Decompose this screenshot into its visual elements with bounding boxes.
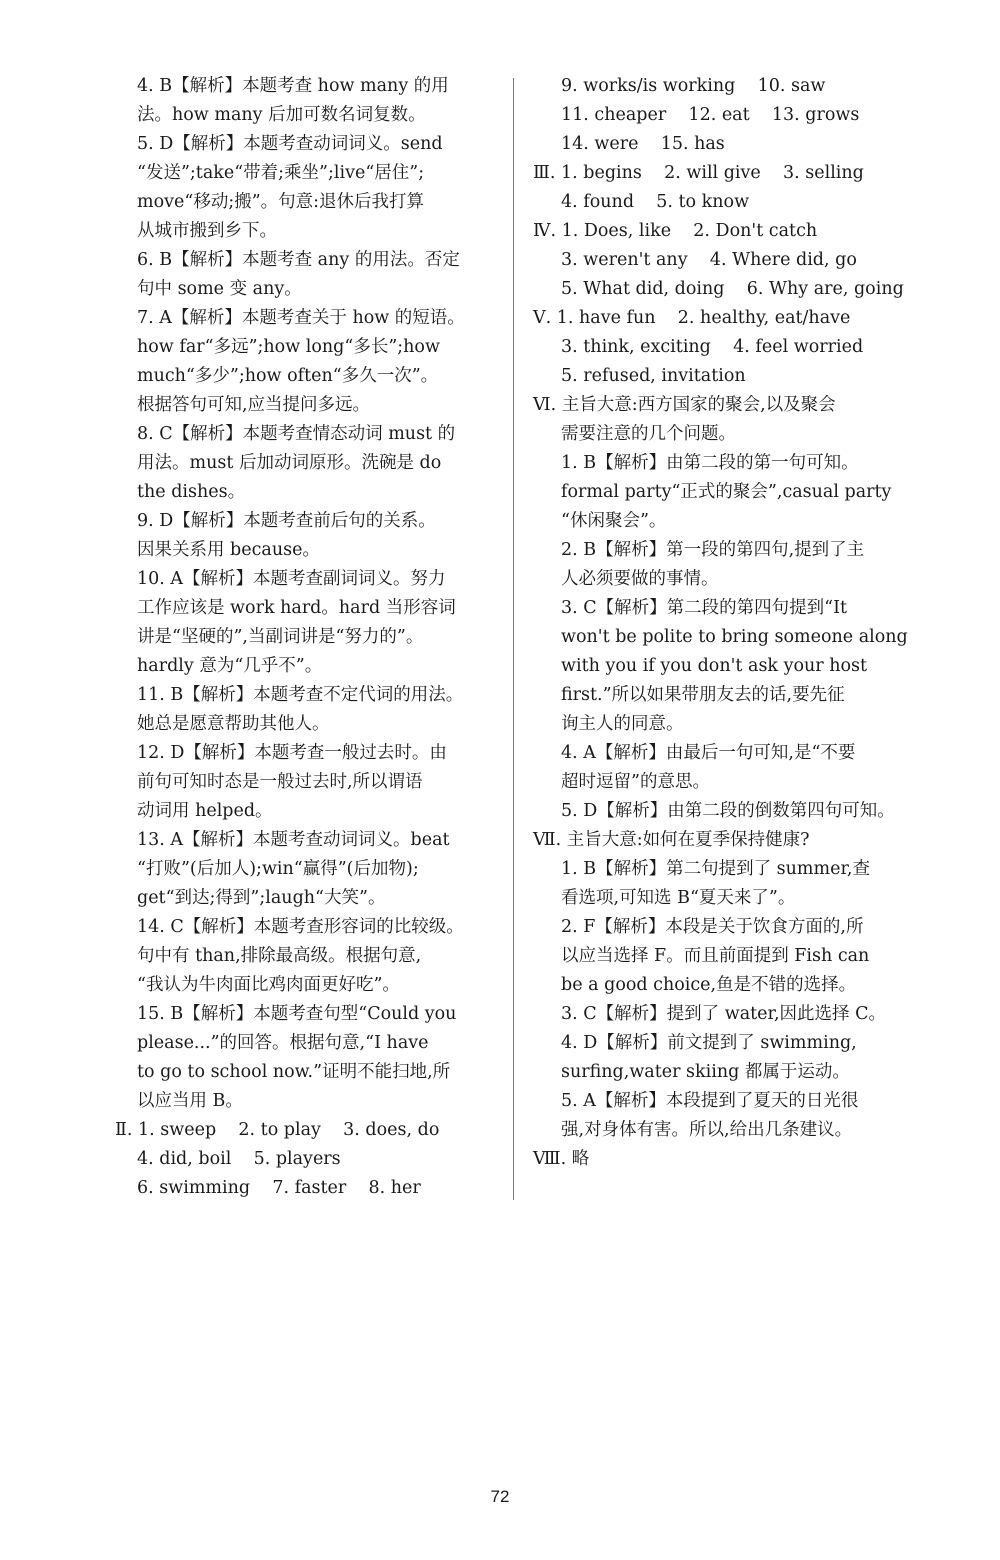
answer-line: 9. D【解析】本题考查前后句的关系。 <box>137 511 436 531</box>
answer-line: Ⅳ. 1. Does, like 2. Don't catch <box>533 221 818 241</box>
answer-line: Ⅲ. 1. begins 2. will give 3. selling <box>533 163 864 183</box>
answer-line: 2. F【解析】本段是关于饮食方面的,所 <box>561 917 864 937</box>
answer-line: 她总是愿意帮助其他人。 <box>137 714 330 734</box>
answer-line: 13. A【解析】本题考查动词词义。beat <box>137 830 450 850</box>
answer-line: Ⅶ. 主旨大意:如何在夏季保持健康? <box>533 830 810 850</box>
answer-line: move“移动;搬”。句意:退休后我打算 <box>137 192 425 212</box>
answer-line: 工作应该是 work hard。hard 当形容词 <box>137 598 456 618</box>
answer-line: 句中 some 变 any。 <box>137 279 302 299</box>
answer-line: 10. A【解析】本题考查副词词义。努力 <box>137 569 446 589</box>
answer-line: surfing,water skiing 都属于运动。 <box>561 1062 850 1082</box>
answer-line: 14. C【解析】本题考查形容词的比较级。 <box>137 917 464 937</box>
answer-line: 3. C【解析】第二段的第四句提到“It <box>561 598 848 618</box>
answer-line: 5. What did, doing 6. Why are, going <box>561 279 904 299</box>
answer-line: 需要注意的几个问题。 <box>561 424 736 444</box>
answer-line: 5. refused, invitation <box>561 366 746 386</box>
answer-line: 9. works/is working 10. saw <box>561 76 826 96</box>
answer-line: 4. A【解析】由最后一句可知,是“不要 <box>561 743 856 763</box>
answer-line: Ⅷ. 略 <box>533 1149 590 1169</box>
answer-line: 用法。must 后加动词原形。洗碗是 do <box>137 453 442 473</box>
answer-line: 2. B【解析】第一段的第四句,提到了主 <box>561 540 865 560</box>
answer-line: Ⅵ. 主旨大意:西方国家的聚会,以及聚会 <box>533 395 836 415</box>
answer-line: 8. C【解析】本题考查情态动词 must 的 <box>137 424 456 444</box>
column-divider <box>513 78 514 1200</box>
answer-line: 11. cheaper 12. eat 13. grows <box>561 105 860 125</box>
answer-line: 看选项,可知选 B“夏天来了”。 <box>561 888 796 908</box>
answer-line: 前句可知时态是一般过去时,所以谓语 <box>137 772 423 792</box>
answer-line: 1. B【解析】第二句提到了 summer,查 <box>561 859 870 879</box>
answer-line: 询主人的同意。 <box>561 714 684 734</box>
answer-line: 11. B【解析】本题考查不定代词的用法。 <box>137 685 464 705</box>
answer-line: 14. were 15. has <box>561 134 725 154</box>
answer-line: hardly 意为“几乎不”。 <box>137 656 323 676</box>
answer-line: 15. B【解析】本题考查句型“Could you <box>137 1004 457 1024</box>
answer-line: 法。how many 后加可数名词复数。 <box>137 105 426 125</box>
answer-line: 人必须要做的事情。 <box>561 569 719 589</box>
answer-line: “打败”(后加人);win“赢得”(后加物); <box>137 859 419 879</box>
answer-line: with you if you don't ask your host <box>561 656 868 676</box>
answer-line: 1. B【解析】由第二段的第一句可知。 <box>561 453 859 473</box>
answer-line: 讲是“坚硬的”,当副词讲是“努力的”。 <box>137 627 424 647</box>
answer-line: 5. A【解析】本段提到了夏天的日光很 <box>561 1091 859 1111</box>
answer-line: 4. found 5. to know <box>561 192 750 212</box>
answer-line: 6. swimming 7. faster 8. her <box>137 1178 421 1198</box>
answer-line: much“多少”;how often“多久一次”。 <box>137 366 439 386</box>
answer-line: the dishes。 <box>137 482 246 502</box>
answer-line: 以应当用 B。 <box>137 1091 243 1111</box>
answer-line: 以应当选择 F。而且前面提到 Fish can <box>561 946 870 966</box>
right-column <box>533 72 920 1174</box>
answer-line: get“到达;得到”;laugh“大笑”。 <box>137 888 386 908</box>
answer-line: 从城市搬到乡下。 <box>137 221 277 241</box>
answer-line: 强,对身体有害。所以,给出几条建议。 <box>561 1120 853 1140</box>
answer-line: to go to school now.”证明不能扫地,所 <box>137 1062 451 1082</box>
answer-line: 5. D【解析】由第二段的倒数第四句可知。 <box>561 801 895 821</box>
answer-line: “休闲聚会”。 <box>561 511 667 531</box>
answer-line: 12. D【解析】本题考查一般过去时。由 <box>137 743 447 763</box>
answer-line: please...”的回答。根据句意,“I have <box>137 1033 429 1053</box>
answer-line: 超时逗留”的意思。 <box>561 772 710 792</box>
answer-line: 动词用 helped。 <box>137 801 273 821</box>
answer-line: 3. weren't any 4. Where did, go <box>561 250 857 270</box>
answer-line: 句中有 than,排除最高级。根据句意, <box>137 946 422 966</box>
answer-line: 6. B【解析】本题考查 any 的用法。否定 <box>137 250 460 270</box>
answer-line: 4. D【解析】前文提到了 swimming, <box>561 1033 857 1053</box>
answer-line: be a good choice,鱼是不错的选择。 <box>561 975 857 995</box>
answer-line: 5. D【解析】本题考查动词词义。send <box>137 134 443 154</box>
answer-line: 4. did, boil 5. players <box>137 1149 341 1169</box>
answer-line: 3. C【解析】提到了 water,因此选择 C。 <box>561 1004 886 1024</box>
answer-line: “我认为牛肉面比鸡肉面更好吃”。 <box>137 975 400 995</box>
answer-line: 因果关系用 because。 <box>137 540 320 560</box>
answer-line: formal party“正式的聚会”,casual party <box>561 482 892 502</box>
answer-line: 根据答句可知,应当提问多远。 <box>137 395 371 415</box>
answer-line: 3. think, exciting 4. feel worried <box>561 337 864 357</box>
answer-line: Ⅴ. 1. have fun 2. healthy, eat/have <box>533 308 851 328</box>
answer-line: won't be polite to bring someone along <box>561 627 908 647</box>
answer-line: 7. A【解析】本题考查关于 how 的短语。 <box>137 308 465 328</box>
answer-line: 4. B【解析】本题考查 how many 的用 <box>137 76 449 96</box>
left-column <box>115 72 497 1203</box>
answer-line: how far“多远”;how long“多长”;how <box>137 337 440 357</box>
page-number: 72 <box>490 1487 510 1506</box>
answer-line: Ⅱ. 1. sweep 2. to play 3. does, do <box>115 1120 440 1140</box>
answer-line: “发送”;take“带着;乘坐”;live“居住”; <box>137 163 425 183</box>
answer-line: first.”所以如果带朋友去的话,要先征 <box>561 685 845 705</box>
